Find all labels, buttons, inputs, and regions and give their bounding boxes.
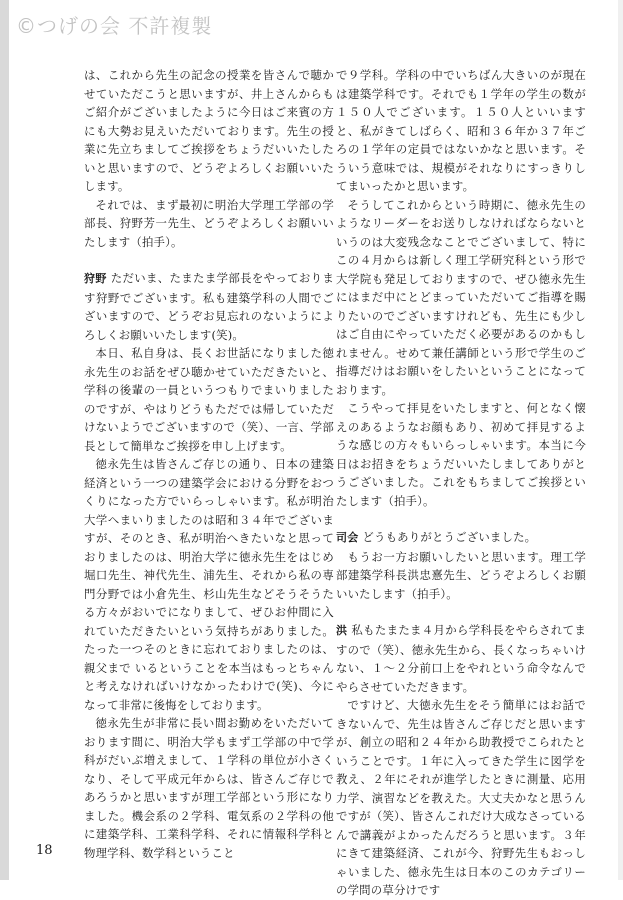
left-column [84, 66, 334, 862]
paragraph: こうやって拝見をいたしますと、何となく懐えのあるようなお顔もあり、初めて拝見するような感じの方々もいらっしゃいます。本当に今日はお招きをちょうだいいたしましてありがとうございました。これをもちましてご挨拶といたします（拍手）。 [336, 401, 586, 508]
speech-text: ただいま、たまたま学部長をやっております狩野でございます。私も建築学科の人間でございますので、どうぞお見忘れのないようによろしくお願いいたします(笑)。 [84, 271, 334, 342]
paragraph: ですけど、大徳永先生をそう簡単にはお話できないんで、先生は皆さんご存じだと思いますが、創立の昭和２４年から助教授でこられたということです。１年に入ってきた学生に図学を教え、２年にそれが進学したときに測量、応用力学、演習などを教えた。大丈夫かなと思うんですが（笑）、皆さんこれだけ大成なさっているんで講義がよかったんだろうと思います。３年にきて建築経済、これが今、狩野先生もおっしゃいました、徳永先生は日本のこのカテゴリーの学問の草分けです [336, 698, 586, 897]
copyright-watermark: ©つげの会 不許複製 [16, 14, 213, 38]
paragraph: 徳永先生が非常に長い間お勤めをいただいております間に、明治大学もまず工学部の中で学科がだいぶ増えまして、１学科の単位が小さくなり、そして平成元年からは、皆さんご存じであろうかと思いますが理工学部という形になりました。機会系の２学科、電気系の２学科の他に建築学科、工業科学科、それに情報科学科と物理学科、数学科ということ [84, 716, 334, 860]
page-edge-left [0, 0, 9, 880]
speech-kano [84, 269, 334, 344]
page-number: 18 [36, 843, 53, 858]
speaker-gap [336, 603, 586, 621]
speaker-label: 司会 [336, 531, 359, 544]
page-edge-right [618, 0, 623, 880]
paragraph: 本日、私自身は、長くお世話になりました徳永先生のお話をぜひ聴かせていただきたいと、学科の後輩の一員というつもりでまいりましたのですが、やはりどうもただでは帰していただけないようでございますので（笑）、一言、学部長として簡単なご挨拶を申し上げます。 [84, 346, 334, 453]
speaker-label: 洪 [336, 624, 348, 637]
paragraph: そうしてこれからという時期に、徳永先生のようなリーダーをお送りしなければならないというのは大変残念なことでございまして、特にこの４月からは新しく理工学研究科という形で大学院も発足しておりますので、ぜひ徳永先生にはまだ中にとどまっていただいてご指導を賜りたいのでございますけれども、先生にも少しはご自由にやっていただく必要があるのかもしれません。せめて兼任講師という形で学生のご指導だけはお願いをしたいということになっております。 [336, 197, 586, 397]
paragraph: は、これから先生の記念の授業を皆さんで聴かせていただこうと思いますが、井上さんからもご紹介がございましたように今日はご来賓の方にも大勢お見えいただいております。先生の授業に先立ちましてご挨拶をちょうだいいたしたいと思いますので、どうぞよろしくお願いいたします。 [84, 68, 334, 193]
speech-hong [336, 621, 586, 696]
speaker-label: 狩野 [84, 272, 107, 285]
paragraph: 徳永先生は皆さんご存じの通り、日本の建築経済という一つの建築学会における分野をおつくりになった方でいらっしゃいます。私が明治大学へまいりましたのは昭和３４年でございますが、そのとき、私が明治へきたいなと思っておりましたのは、明治大学に徳永先生をはじめ堀口先生、神代先生、浦先生、それから私の専門分野では小倉先生、杉山先生などそうそうたる方々がおいでになりまして、ぜひお仲間に入れていただきたいという気持ちがありました。たった一つそのときに忘れておりましたのは、親父まで いるということを本当はもっとちゃんと考えなければいけなかったわけで(笑)、今になって非常に後悔をしております。 [84, 457, 334, 712]
speaker-gap [84, 251, 334, 269]
speech-text: 私もたまたま４月から学科長をやらされてますので（笑）、徳永先生から、長くなっちゃいけない、１～２分前口上をやれという命令なんでやらさせていただきます。 [336, 623, 586, 694]
paragraph: もうお一方お願いしたいと思います。理工学部建築学科長洪忠憙先生、どうぞよろしくお願いいたします（拍手）。 [336, 549, 586, 601]
speech-shikai [336, 528, 586, 548]
speaker-gap [336, 510, 586, 528]
speech-text: どうもありがとうございました。 [362, 530, 537, 544]
paragraph: で９学科。学科の中でいちばん大きいのが現在は建築学科です。それでも１学年の学生の数が１５０人でございます。１５０人といいますと、私がきてしばらく、昭和３６年か３７年ごろの１学年の定員ではないかなと思います。そういう意味では、規模がそれなりにすっきりしてまいったかと思います。 [336, 68, 586, 193]
right-column [336, 66, 586, 900]
paragraph: それでは、まず最初に明治大学理工学部の学部長、狩野芳一先生、どうぞよろしくお願いいたします（拍手）。 [84, 197, 334, 249]
